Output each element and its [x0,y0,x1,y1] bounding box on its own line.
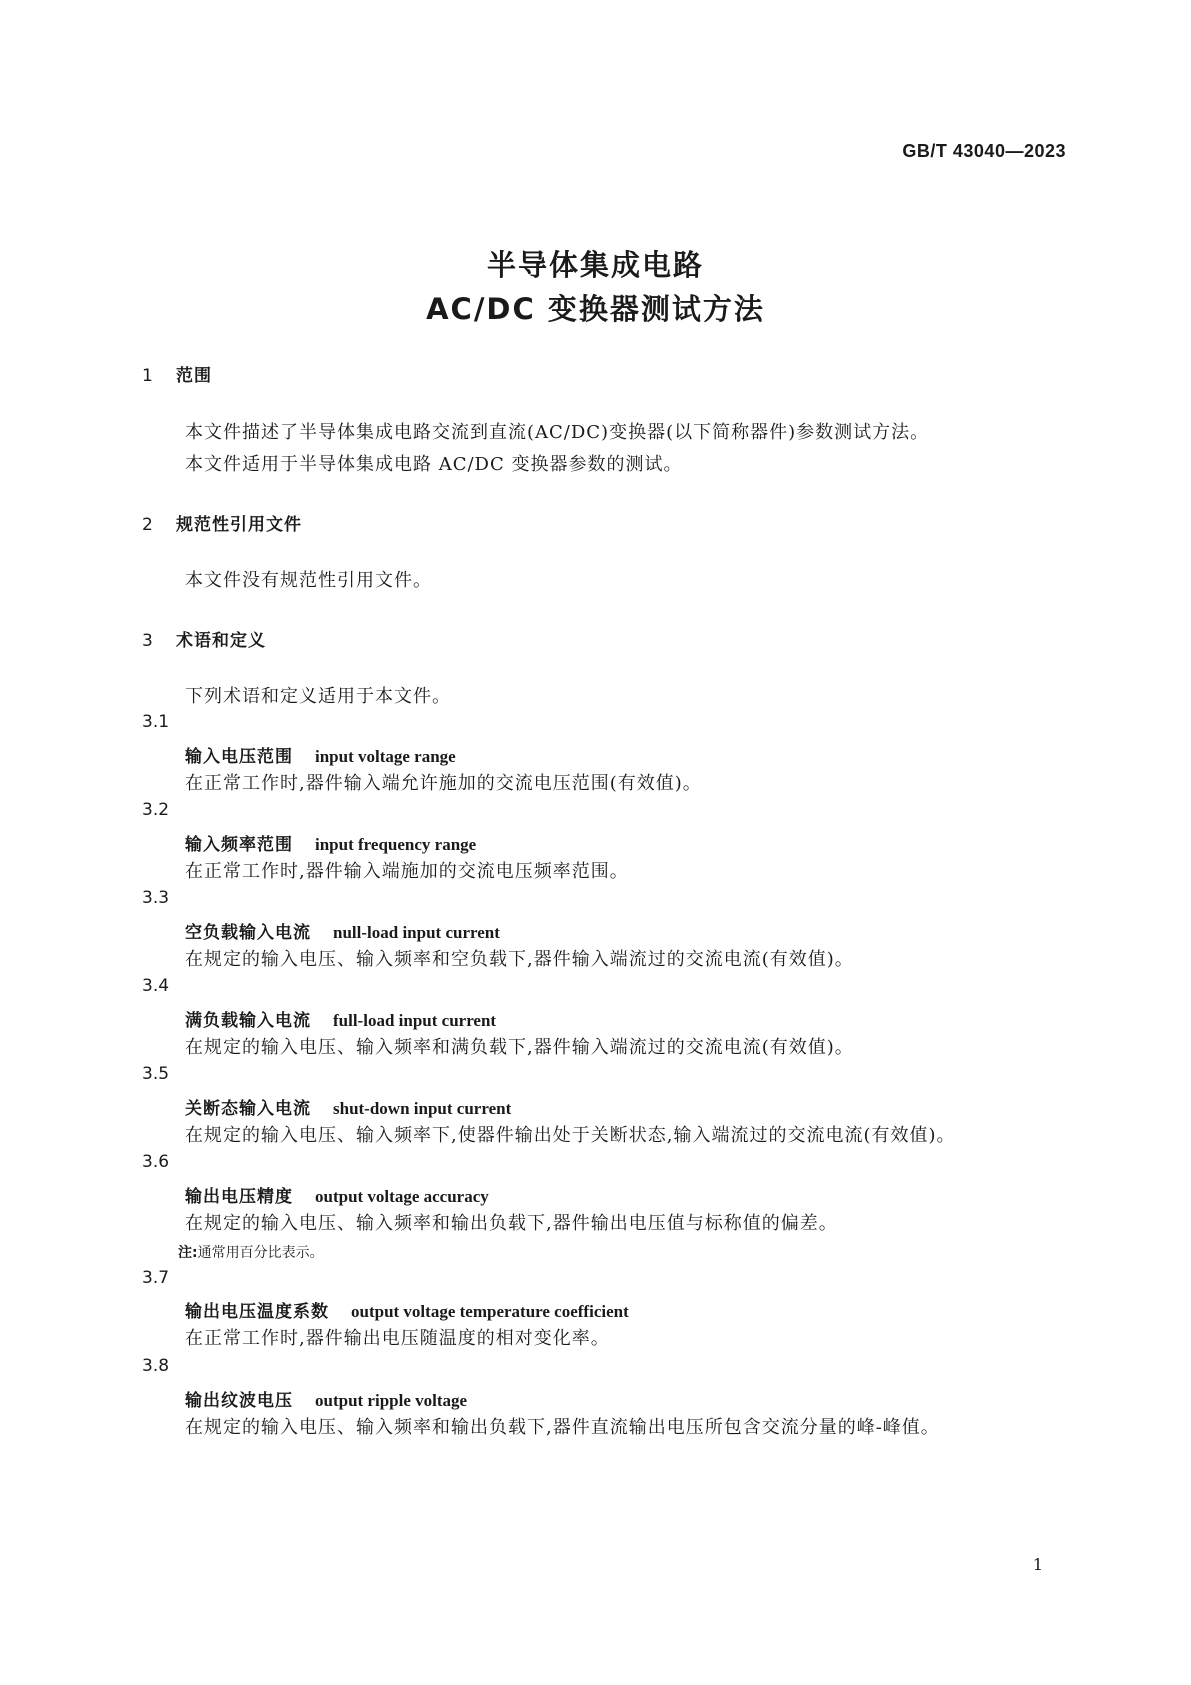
term-heading [185,918,500,943]
term-definition: 在规定的输入电压、输入频率和输出负载下,器件直流输出电压所包含交流分量的峰-峰值。 [185,1417,940,1438]
section-2-number: 2 [142,515,154,535]
term-en: output ripple voltage [315,1391,468,1410]
term-definition: 在正常工作时,器件输入端施加的交流电压频率范围。 [185,861,629,882]
section-3-number: 3 [142,631,154,651]
term-heading [185,1182,489,1207]
document-title-line-1: 半导体集成电路 [486,248,704,282]
term-zh: 输入频率范围 [185,835,293,855]
term-heading [185,1094,511,1119]
term-en: shut-down input current [333,1099,512,1118]
page-number: 1 [1032,1555,1043,1574]
term-zh: 满负载输入电流 [185,1011,311,1031]
term-zh: 关断态输入电流 [185,1099,311,1119]
term-definition: 在规定的输入电压、输入频率下,使器件输出处于关断状态,输入端流过的交流电流(有效值)。 [185,1125,956,1146]
clause-number: 3.5 [142,1064,170,1084]
term-definition: 在正常工作时,器件输出电压随温度的相对变化率。 [185,1328,610,1349]
term-zh: 输出电压精度 [185,1187,293,1207]
term-heading [185,1297,629,1322]
note-label: 注: [178,1245,198,1261]
term-en: null-load input current [333,923,500,942]
term-heading [185,1006,496,1031]
term-zh: 输入电压范围 [185,747,293,767]
term-en: input frequency range [315,835,477,854]
term-zh: 空负载输入电流 [185,923,311,943]
section-1-paragraph-1: 本文件描述了半导体集成电路交流到直流(AC/DC)变换器(以下简称器件)参数测试方法。 [185,422,930,443]
term-heading [185,830,476,855]
term-heading [185,742,456,767]
section-3-title: 术语和定义 [176,631,266,651]
term-note [178,1242,324,1262]
section-2-heading [142,510,302,535]
section-2-title: 规范性引用文件 [176,515,302,535]
clause-number: 3.7 [142,1268,170,1288]
term-en: input voltage range [315,747,456,766]
term-zh: 输出电压温度系数 [185,1302,329,1322]
section-1-title: 范围 [176,366,212,386]
section-1-heading [142,361,212,386]
clause-number: 3.3 [142,888,170,908]
term-en: output voltage temperature coefficient [351,1302,629,1321]
section-3-intro: 下列术语和定义适用于本文件。 [185,686,451,707]
clause-number: 3.4 [142,976,170,996]
clause-number: 3.8 [142,1356,170,1376]
section-1-number: 1 [142,366,154,386]
document-title-line-2: AC/DC 变换器测试方法 [426,292,765,326]
section-2-paragraph-1: 本文件没有规范性引用文件。 [185,570,432,591]
term-definition: 在规定的输入电压、输入频率和满负载下,器件输入端流过的交流电流(有效值)。 [185,1037,854,1058]
clause-number: 3.2 [142,800,170,820]
term-en: output voltage accuracy [315,1187,489,1206]
standard-number: GB/T 43040—2023 [902,141,1066,161]
section-3-heading [142,626,266,651]
term-definition: 在规定的输入电压、输入频率和输出负载下,器件输出电压值与标称值的偏差。 [185,1213,838,1234]
note-text: 通常用百分比表示。 [197,1245,324,1261]
term-en: full-load input current [333,1011,497,1030]
term-definition: 在正常工作时,器件输入端允许施加的交流电压范围(有效值)。 [185,773,702,794]
term-zh: 输出纹波电压 [185,1391,293,1411]
clause-number: 3.1 [142,712,170,732]
section-1-paragraph-2: 本文件适用于半导体集成电路 AC/DC 变换器参数的测试。 [185,454,683,475]
term-definition: 在规定的输入电压、输入频率和空负载下,器件输入端流过的交流电流(有效值)。 [185,949,854,970]
clause-number: 3.6 [142,1152,170,1172]
term-heading [185,1386,467,1411]
